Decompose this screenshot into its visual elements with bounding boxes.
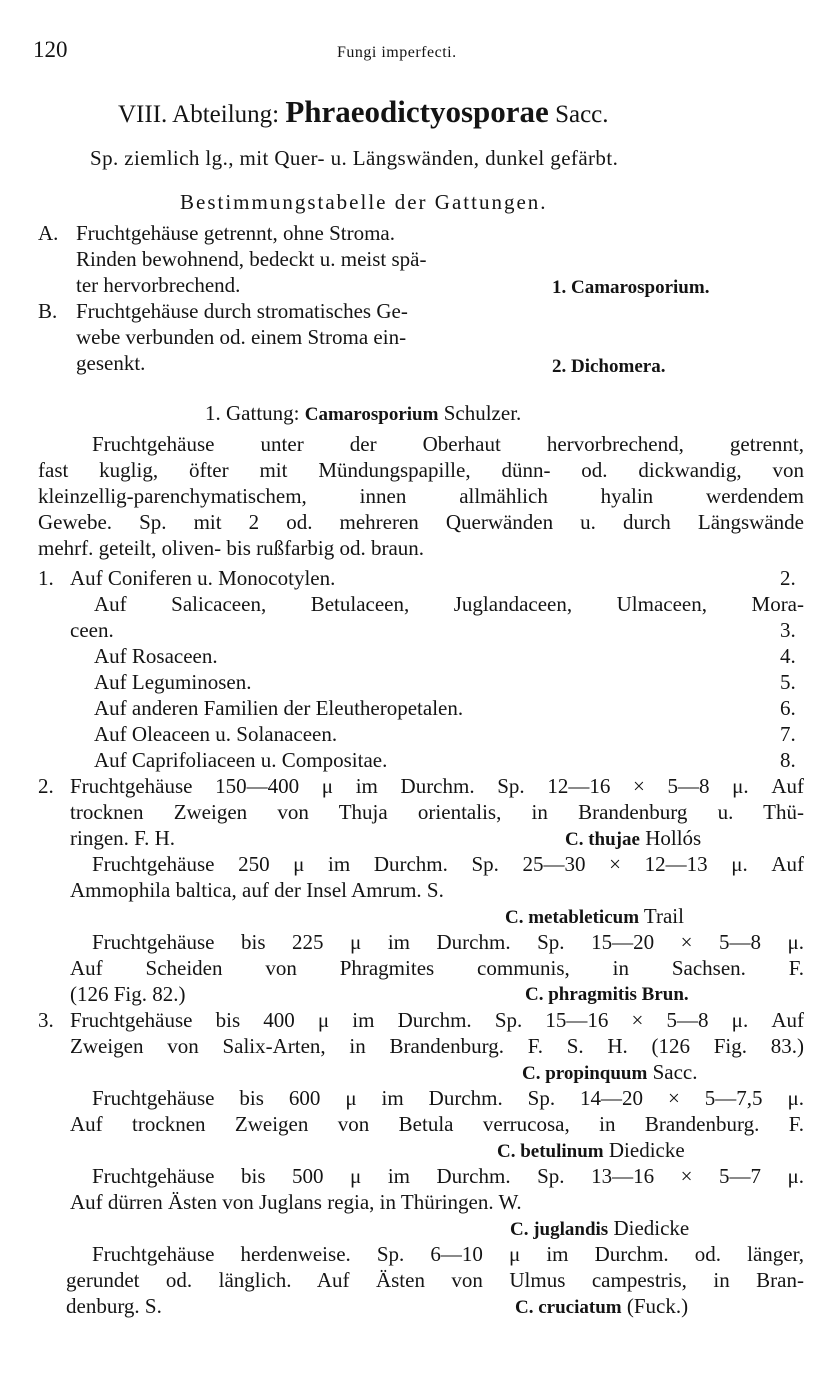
- genus-description-line: Fruchtgehäuse unter der Oberhaut hervorbrechend, getrennt,: [92, 432, 804, 456]
- species-text-line: Zweigen von Salix-Arten, in Brandenburg. F. S. H. (126 Fig. 83.): [70, 1034, 804, 1058]
- key-line: Auf Rosaceen.: [94, 644, 218, 668]
- division-name: Phraeodictyosporae: [285, 94, 549, 129]
- species-name-line: [522, 1059, 697, 1087]
- division-heading: [118, 96, 609, 131]
- species-name-line: [510, 1215, 689, 1243]
- species-text-line: Fruchtgehäuse herdenweise. Sp. 6—10 μ im Durchm. od. länger,: [92, 1242, 804, 1266]
- key-ref: 5.: [780, 670, 796, 694]
- key-ref: 8.: [780, 748, 796, 772]
- species-text-line: Fruchtgehäuse 150—400 μ im Durchm. Sp. 12—16 × 5—8 μ. Auf: [70, 774, 804, 798]
- page-number: 120: [33, 37, 68, 62]
- genus-prefix: 1. Gattung:: [205, 401, 300, 425]
- key-a-line-1: Fruchtgehäuse getrennt, ohne Stroma.: [76, 221, 395, 245]
- species-author: (Fuck.): [626, 1294, 689, 1318]
- running-title: Fungi imperfecti.: [337, 44, 457, 61]
- species-name: C. thujae: [565, 829, 640, 850]
- species-text-line: denburg. S.: [66, 1294, 162, 1318]
- species-author: Diedicke: [608, 1138, 685, 1162]
- key-number: 2.: [38, 774, 54, 798]
- key-number: 1.: [38, 566, 54, 590]
- key-b-result: 2. Dichomera.: [552, 356, 666, 377]
- species-author: Diedicke: [613, 1216, 690, 1240]
- species-author: Hollós: [645, 826, 702, 850]
- genus-author: Schulzer.: [443, 401, 522, 425]
- genus-heading: [205, 400, 521, 428]
- key-line: Auf Salicaceen, Betulaceen, Juglandaceen, Ulmaceen, Mora-: [94, 592, 804, 616]
- genus-name: Camarosporium: [304, 404, 439, 425]
- species-text-line: Fruchtgehäuse bis 400 μ im Durchm. Sp. 15—16 × 5—8 μ. Auf: [70, 1008, 804, 1032]
- species-name-line: [505, 903, 684, 931]
- key-line: Auf anderen Familien der Eleutheropetalen.: [94, 696, 464, 720]
- genus-description-line: fast kuglig, öfter mit Mündungspapille, dünn- od. dickwandig, von: [38, 458, 804, 482]
- species-name-line: [515, 1293, 688, 1321]
- species-text-line: (126 Fig. 82.): [70, 982, 186, 1006]
- key-b-letter: B.: [38, 299, 58, 323]
- key-line: Auf Caprifoliaceen u. Compositae.: [94, 748, 388, 772]
- division-prefix: VIII. Abteilung:: [118, 101, 280, 128]
- genus-description-line: kleinzellig-parenchymatischem, innen allmählich hyalin werdendem: [38, 484, 804, 508]
- key-line: Auf Leguminosen.: [94, 670, 252, 694]
- key-table-heading: Bestimmungstabelle der Gattungen.: [180, 190, 548, 214]
- key-a-letter: A.: [38, 221, 59, 245]
- key-ref: 4.: [780, 644, 796, 668]
- key-ref: 3.: [780, 618, 796, 642]
- species-text-line: gerundet od. länglich. Auf Ästen von Ulmus campestris, in Bran-: [66, 1268, 804, 1292]
- key-ref: 6.: [780, 696, 796, 720]
- species-text-line: Fruchtgehäuse bis 500 μ im Durchm. Sp. 13—16 × 5—7 μ.: [92, 1164, 804, 1188]
- key-line: Auf Coniferen u. Monocotylen.: [70, 566, 336, 590]
- species-name-line: [565, 825, 701, 853]
- species-text-line: Auf Scheiden von Phragmites communis, in Sachsen. F.: [70, 956, 804, 980]
- species-text-line: Auf trocknen Zweigen von Betula verrucosa, in Brandenburg. F.: [70, 1112, 804, 1136]
- species-text-line: trocknen Zweigen von Thuja orientalis, in Brandenburg u. Thü-: [70, 800, 804, 824]
- species-text-line: ringen. F. H.: [70, 826, 176, 850]
- species-text-line: Ammophila baltica, auf der Insel Amrum. S.: [70, 878, 444, 902]
- key-line: ceen.: [70, 618, 114, 642]
- species-name: C. cruciatum: [515, 1297, 622, 1318]
- genus-description-line: Gewebe. Sp. mit 2 od. mehreren Querwänden u. durch Längswände: [38, 510, 804, 534]
- key-ref: 2.: [780, 566, 796, 590]
- species-author: Sacc.: [652, 1060, 698, 1084]
- division-author: Sacc.: [555, 101, 609, 128]
- species-name: C. phragmitis Brun.: [525, 984, 689, 1005]
- key-a-line-2: Rinden bewohnend, bedeckt u. meist spä-: [76, 247, 427, 271]
- species-name: C. propinquum: [522, 1063, 648, 1084]
- key-number: 3.: [38, 1008, 54, 1032]
- division-description: Sp. ziemlich lg., mit Quer- u. Längswänden, dunkel gefärbt.: [90, 146, 619, 170]
- key-b-line-3: gesenkt.: [76, 351, 146, 375]
- species-name: C. juglandis: [510, 1219, 609, 1240]
- key-ref: 7.: [780, 722, 796, 746]
- species-name: C. betulinum: [497, 1141, 604, 1162]
- species-text-line: Fruchtgehäuse bis 225 μ im Durchm. Sp. 15—20 × 5—8 μ.: [92, 930, 804, 954]
- genus-description-line: mehrf. geteilt, oliven- bis rußfarbig od. braun.: [38, 536, 425, 560]
- species-text-line: Fruchtgehäuse bis 600 μ im Durchm. Sp. 14—20 × 5—7,5 μ.: [92, 1086, 804, 1110]
- species-text-line: Auf dürren Ästen von Juglans regia, in Thüringen. W.: [70, 1190, 522, 1214]
- species-name-line: [497, 1137, 685, 1165]
- key-b-line-1: Fruchtgehäuse durch stromatisches Ge-: [76, 299, 408, 323]
- species-name: C. metableticum: [505, 907, 640, 928]
- key-a-line-3: ter hervorbrechend.: [76, 273, 241, 297]
- key-a-result: 1. Camarosporium.: [552, 277, 710, 298]
- key-b-line-2: webe verbunden od. einem Stroma ein-: [76, 325, 407, 349]
- key-line: Auf Oleaceen u. Solanaceen.: [94, 722, 338, 746]
- species-author: Trail: [643, 904, 684, 928]
- species-text-line: Fruchtgehäuse 250 μ im Durchm. Sp. 25—30 × 12—13 μ. Auf: [92, 852, 804, 876]
